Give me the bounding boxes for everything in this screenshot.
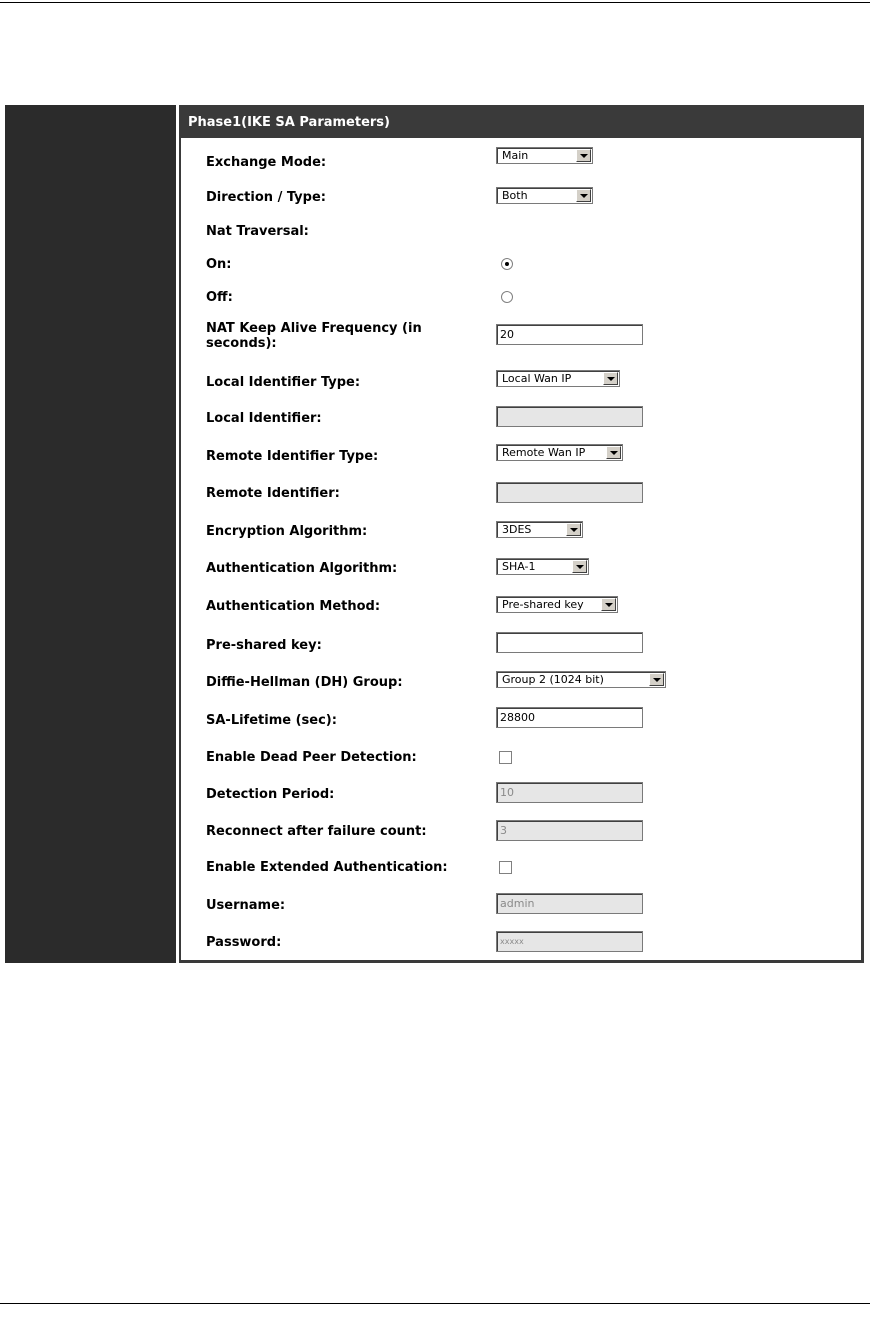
exchange-mode-label: Exchange Mode: (206, 155, 327, 170)
direction-type-select[interactable]: Both (496, 187, 593, 204)
preshared-key-label: Pre-shared key: (206, 638, 322, 653)
panel-title: Phase1(IKE SA Parameters) (188, 115, 390, 130)
sa-lifetime-label: SA-Lifetime (sec): (206, 713, 337, 728)
preshared-key-input[interactable] (496, 632, 643, 653)
nat-keepalive-label-line1: NAT Keep Alive Frequency (in (206, 321, 422, 336)
dh-group-label: Diffie-Hellman (DH) Group: (206, 675, 403, 690)
sidebar (5, 105, 176, 963)
password-label: Password: (206, 935, 282, 950)
remote-id-type-select[interactable]: Remote Wan IP (496, 444, 623, 461)
local-id-type-label: Local Identifier Type: (206, 375, 361, 390)
remote-id-input[interactable] (496, 482, 643, 503)
nat-traversal-label: Nat Traversal: (206, 224, 309, 239)
auth-method-label: Authentication Method: (206, 599, 381, 614)
local-id-label: Local Identifier: (206, 411, 322, 426)
remote-id-label: Remote Identifier: (206, 486, 340, 501)
xauth-enable-label: Enable Extended Authentication: (206, 860, 448, 875)
direction-type-label: Direction / Type: (206, 190, 326, 205)
auth-method-select[interactable]: Pre-shared key (496, 596, 618, 613)
top-rule (0, 2, 870, 3)
chevron-down-icon (601, 598, 616, 611)
chevron-down-icon (566, 523, 581, 536)
chevron-down-icon (649, 673, 664, 686)
reconnect-count-label: Reconnect after failure count: (206, 824, 427, 839)
ike-sa-panel (179, 105, 864, 963)
encryption-select[interactable]: 3DES (496, 521, 583, 538)
detection-period-input[interactable]: 10 (496, 782, 643, 803)
chevron-down-icon (606, 446, 621, 459)
nat-keepalive-input[interactable]: 20 (496, 324, 643, 345)
username-input[interactable]: admin (496, 893, 643, 914)
local-id-type-select[interactable]: Local Wan IP (496, 370, 620, 387)
exchange-mode-select[interactable]: Main (496, 147, 593, 164)
dpd-enable-label: Enable Dead Peer Detection: (206, 750, 417, 765)
radio-selected-dot (505, 262, 509, 266)
auth-algo-label: Authentication Algorithm: (206, 561, 398, 576)
chevron-down-icon (576, 149, 591, 162)
bottom-rule (0, 1303, 870, 1304)
detection-period-label: Detection Period: (206, 787, 335, 802)
local-id-input[interactable] (496, 406, 643, 427)
nat-on-radio[interactable] (501, 258, 513, 270)
password-input[interactable]: xxxxx (496, 931, 643, 952)
reconnect-count-input[interactable]: 3 (496, 820, 643, 841)
chevron-down-icon (572, 560, 587, 573)
dh-group-select[interactable]: Group 2 (1024 bit) (496, 671, 666, 688)
chevron-down-icon (576, 189, 591, 202)
chevron-down-icon (603, 372, 618, 385)
xauth-enable-checkbox[interactable] (499, 861, 512, 874)
sa-lifetime-input[interactable]: 28800 (496, 707, 643, 728)
nat-off-label: Off: (206, 290, 233, 305)
nat-keepalive-label-line2: seconds): (206, 336, 277, 351)
panel-body (181, 138, 861, 960)
encryption-label: Encryption Algorithm: (206, 524, 368, 539)
dpd-enable-checkbox[interactable] (499, 751, 512, 764)
auth-algo-select[interactable]: SHA-1 (496, 558, 589, 575)
nat-on-label: On: (206, 257, 232, 272)
panel-header (179, 105, 864, 138)
username-label: Username: (206, 898, 286, 913)
nat-off-radio[interactable] (501, 291, 513, 303)
remote-id-type-label: Remote Identifier Type: (206, 449, 379, 464)
